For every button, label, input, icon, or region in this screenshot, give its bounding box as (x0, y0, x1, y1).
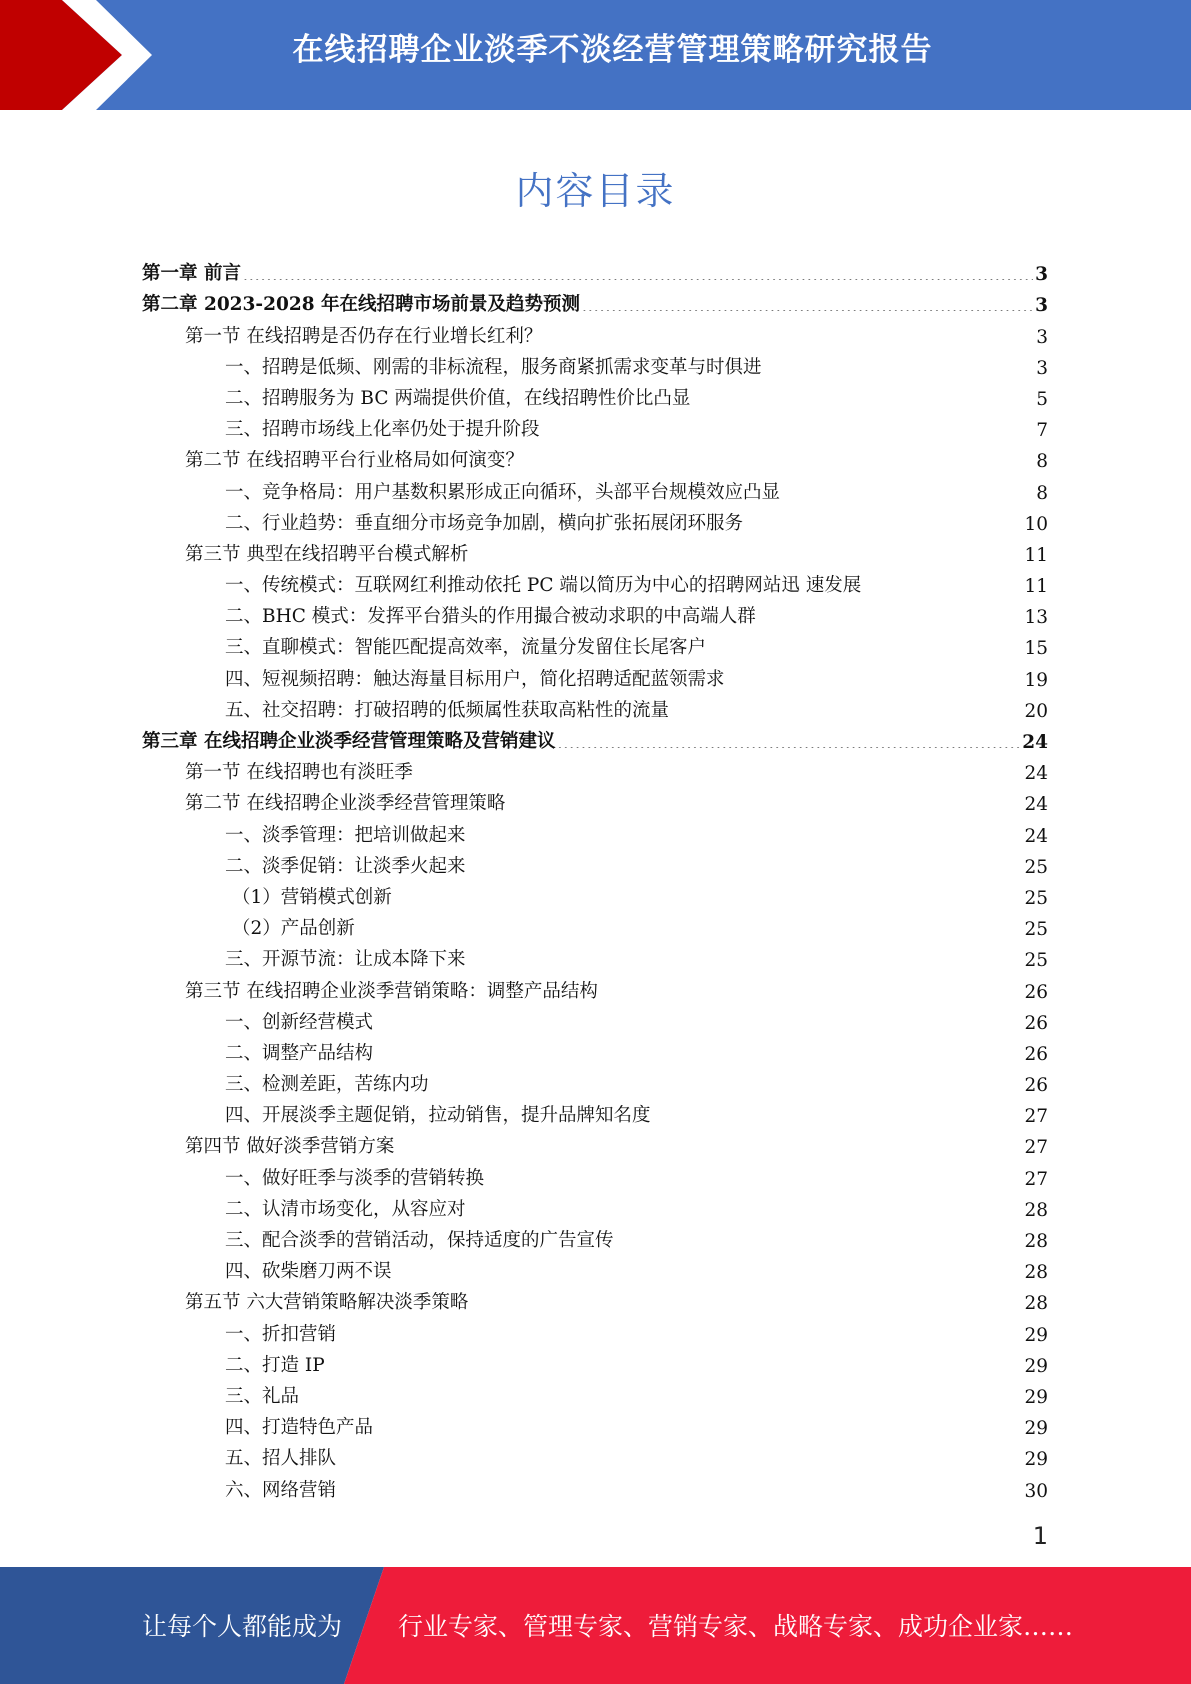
toc-entry[interactable] (142, 815, 1048, 846)
toc-entry-page: 24 (1024, 763, 1048, 785)
toc-entry[interactable] (142, 1065, 1048, 1096)
toc-dot-leader (708, 640, 1022, 654)
toc-entry-title: 第三节 典型在线招聘平台模式解析 (185, 543, 469, 565)
toc-entry[interactable] (142, 1377, 1048, 1408)
toc-entry-title: 一、创新经营模式 (225, 1011, 374, 1033)
toc-entry-page: 3 (1036, 326, 1048, 348)
toc-entry-page: 26 (1024, 1043, 1048, 1065)
toc-entry-title: 五、招人排队 (225, 1448, 337, 1470)
toc-entry-page: 26 (1024, 981, 1048, 1003)
toc-entry[interactable] (142, 1003, 1048, 1034)
toc-entry-page: 26 (1024, 1075, 1048, 1097)
toc-dot-leader (544, 329, 1034, 343)
toc-dot-leader (468, 859, 1023, 873)
toc-title: 内容目录 (515, 169, 676, 213)
toc-entry[interactable] (142, 940, 1048, 971)
toc-entry-page: 29 (1024, 1355, 1048, 1377)
toc-entry[interactable] (142, 472, 1048, 503)
toc-entry-page: 25 (1024, 856, 1048, 878)
toc-entry-title: 四、打造特色产品 (225, 1417, 374, 1439)
toc-dot-leader (692, 391, 1034, 405)
toc-entry-title: 三、检测差距，苦练内功 (225, 1074, 429, 1096)
toc-dot-leader (616, 1233, 1023, 1247)
toc-entry-page: 25 (1024, 950, 1048, 972)
toc-entry[interactable] (142, 691, 1048, 722)
toc-entry-title: 二、BHC 模式：发挥平台猎头的作用撮合被动求职的中高端人群 (225, 606, 756, 628)
toc-dot-leader (338, 1483, 1022, 1497)
toc-dot-leader (863, 578, 1022, 592)
table-of-contents (142, 254, 1048, 1502)
toc-entry-title: 第一节 在线招聘也有淡旺季 (185, 762, 413, 784)
toc-entry-title: 第二章 2023-2028 年在线招聘市场前景及趋势预测 (142, 294, 581, 316)
toc-entry-page: 10 (1024, 513, 1048, 535)
toc-entry[interactable] (142, 971, 1048, 1002)
toc-entry-page: 29 (1024, 1418, 1048, 1440)
toc-entry-title: 五、社交招聘：打破招聘的低频属性获取高粘性的流量 (225, 699, 670, 721)
toc-entry[interactable] (142, 504, 1048, 535)
toc-entry-page: 8 (1036, 451, 1048, 473)
toc-entry-page: 15 (1024, 638, 1048, 660)
toc-entry-page: 29 (1024, 1324, 1048, 1346)
footer-slogan-left: 让每个人都能成为 (142, 1612, 343, 1641)
footer-slogan-right: 行业专家、管理专家、营销专家、战略专家、成功企业家…… (398, 1612, 1074, 1641)
toc-entry[interactable] (142, 597, 1048, 628)
toc-entry-title: 第五节 六大营销策略解决淡季策略 (185, 1292, 469, 1314)
toc-entry-title: 三、开源节流：让成本降下来 (225, 949, 466, 971)
toc-entry-title: 第四节 做好淡季营销方案 (185, 1136, 395, 1158)
toc-entry-page: 28 (1024, 1231, 1048, 1252)
toc-entry-title: 六、网络营销 (225, 1479, 337, 1501)
toc-entry[interactable] (142, 1096, 1048, 1127)
toc-entry-page: 7 (1036, 420, 1048, 442)
toc-entry[interactable] (142, 1346, 1048, 1377)
toc-entry-title: 第三章 在线招聘企业淡季经营管理策略及营销建议 (142, 731, 556, 752)
toc-entry-page: 30 (1024, 1480, 1048, 1502)
toc-entry[interactable] (142, 1283, 1048, 1314)
toc-entry[interactable] (142, 628, 1048, 659)
toc-entry-title: 三、配合淡季的营销活动，保持适度的广告宣传 (225, 1230, 614, 1251)
toc-dot-leader (745, 516, 1022, 530)
toc-entry-title: 二、招聘服务为 BC 两端提供价值，在线招聘性价比凸显 (225, 387, 691, 409)
toc-entry[interactable] (142, 1127, 1048, 1158)
toc-dot-leader (243, 266, 1033, 280)
toc-entry[interactable] (142, 1408, 1048, 1439)
toc-entry-page: 13 (1024, 607, 1048, 629)
toc-entry-page: 27 (1024, 1106, 1048, 1128)
toc-dot-leader (375, 1046, 1022, 1060)
toc-entry-page: 3 (1036, 357, 1048, 379)
toc-dot-leader (394, 890, 1023, 904)
toc-dot-leader (582, 297, 1033, 311)
toc-dot-leader (526, 453, 1034, 467)
toc-entry[interactable] (142, 316, 1048, 347)
toc-entry-title: 一、竞争格局：用户基数积累形成正向循环，头部平台规模效应凸显 (225, 481, 781, 503)
toc-dot-leader (486, 1171, 1022, 1185)
toc-entry-page: 24 (1022, 732, 1048, 753)
toc-entry-page: 28 (1024, 1199, 1048, 1221)
toc-dot-leader (431, 1077, 1023, 1091)
toc-entry[interactable] (142, 1158, 1048, 1189)
toc-dot-leader (600, 984, 1023, 998)
toc-dot-leader (394, 1264, 1023, 1278)
toc-entry[interactable] (142, 1314, 1048, 1345)
toc-entry[interactable] (142, 535, 1048, 566)
toc-dot-leader (338, 1451, 1022, 1465)
toc-entry-page: 11 (1024, 544, 1048, 566)
toc-entry[interactable] (142, 410, 1048, 441)
page-number: 1 (1032, 1522, 1048, 1550)
toc-entry-title: 三、直聊模式：智能匹配提高效率，流量分发留住长尾客户 (225, 637, 707, 659)
toc-entry[interactable] (142, 285, 1048, 316)
toc-dot-leader (396, 1139, 1022, 1153)
toc-dot-leader (507, 796, 1022, 810)
toc-entry[interactable] (142, 566, 1048, 597)
toc-dot-leader (375, 1420, 1022, 1434)
toc-dot-leader (782, 485, 1034, 499)
toc-entry[interactable] (142, 441, 1048, 472)
toc-dot-leader (468, 952, 1023, 966)
footer-banner (0, 1567, 1191, 1684)
toc-entry-title: 三、招聘市场线上化率仍处于提升阶段 (225, 419, 540, 441)
toc-entry-title: 第一章 前言 (142, 263, 241, 285)
toc-entry-page: 25 (1024, 919, 1048, 941)
toc-entry-page: 28 (1024, 1262, 1048, 1284)
toc-entry-title: 二、打造 IP (225, 1354, 325, 1376)
toc-entry-title: 二、认清市场变化，从容应对 (225, 1198, 466, 1220)
toc-entry-title: 四、短视频招聘：触达海量目标用户，简化招聘适配蓝领需求 (225, 668, 725, 690)
toc-entry-page: 27 (1024, 1137, 1048, 1159)
toc-entry-page: 8 (1036, 482, 1048, 504)
toc-dot-leader (653, 1108, 1023, 1122)
toc-entry-title: 第二节 在线招聘平台行业格局如何演变？ (185, 450, 524, 472)
toc-entry-page: 25 (1024, 887, 1048, 909)
toc-dot-leader (470, 547, 1022, 561)
toc-dot-leader (415, 765, 1023, 779)
toc-dot-leader (542, 422, 1035, 436)
toc-entry-title: 四、砍柴磨刀两不误 (225, 1261, 392, 1283)
toc-entry-title: （1）营销模式创新 (232, 886, 392, 908)
toc-dot-leader (557, 734, 1020, 748)
report-title: 在线招聘企业淡季不淡经营管理策略研究报告 (292, 32, 933, 68)
toc-entry[interactable] (142, 659, 1048, 690)
header-banner (0, 0, 1191, 110)
toc-entry-title: 一、传统模式：互联网红利推动依托 PC 端以简历为中心的招聘网站迅 速发展 (225, 575, 862, 597)
toc-dot-leader (375, 1015, 1022, 1029)
toc-dot-leader (468, 828, 1023, 842)
toc-entry-title: 四、开展淡季主题促销，拉动销售，提升品牌知名度 (225, 1105, 651, 1127)
toc-dot-leader (764, 360, 1035, 374)
toc-dot-leader (727, 672, 1023, 686)
toc-entry-page: 26 (1024, 1012, 1048, 1034)
toc-entry-page: 29 (1024, 1386, 1048, 1408)
toc-entry[interactable] (142, 1252, 1048, 1283)
toc-dot-leader (327, 1358, 1023, 1372)
toc-entry[interactable] (142, 753, 1048, 784)
toc-entry-page: 5 (1036, 388, 1048, 410)
toc-dot-leader (468, 1202, 1023, 1216)
toc-entry-page: 24 (1024, 794, 1048, 816)
toc-entry-title: 二、淡季促销：让淡季火起来 (225, 855, 466, 877)
toc-entry[interactable] (142, 722, 1048, 753)
toc-entry[interactable] (142, 254, 1048, 285)
toc-entry-title: 一、折扣营销 (225, 1323, 337, 1345)
toc-dot-leader (758, 609, 1023, 623)
toc-entry-page: 24 (1024, 825, 1048, 847)
toc-dot-leader (338, 1327, 1022, 1341)
toc-dot-leader (470, 1295, 1022, 1309)
toc-entry[interactable] (142, 1470, 1048, 1501)
toc-entry-page: 28 (1024, 1293, 1048, 1315)
toc-entry[interactable] (142, 1190, 1048, 1221)
toc-entry[interactable] (142, 1439, 1048, 1470)
toc-dot-leader (357, 921, 1023, 935)
toc-entry[interactable] (142, 1221, 1048, 1252)
toc-entry-page: 29 (1024, 1449, 1048, 1471)
toc-entry[interactable] (142, 878, 1048, 909)
toc-entry-title: 第一节 在线招聘是否仍存在行业增长红利？ (185, 325, 543, 347)
toc-entry-title: 三、礼品 (225, 1385, 300, 1407)
toc-entry[interactable] (142, 909, 1048, 940)
toc-entry-page: 3 (1035, 295, 1048, 317)
toc-dot-leader (671, 703, 1022, 717)
toc-entry-title: （2）产品创新 (232, 918, 355, 940)
toc-entry[interactable] (142, 348, 1048, 379)
toc-entry[interactable] (142, 847, 1048, 878)
toc-entry-title: 第三节 在线招聘企业淡季营销策略：调整产品结构 (185, 980, 598, 1002)
toc-entry-page: 11 (1024, 576, 1048, 598)
toc-entry[interactable] (142, 1034, 1048, 1065)
toc-entry-title: 二、调整产品结构 (225, 1042, 374, 1064)
toc-entry-page: 20 (1024, 700, 1048, 722)
toc-entry-title: 一、招聘是低频、刚需的非标流程，服务商紧抓需求变革与时俱进 (225, 356, 762, 378)
toc-entry-page: 19 (1024, 669, 1048, 691)
toc-dot-leader (301, 1389, 1022, 1403)
toc-entry-title: 二、行业趋势：垂直细分市场竞争加剧，横向扩张拓展闭环服务 (225, 512, 744, 534)
toc-entry[interactable] (142, 784, 1048, 815)
toc-entry-title: 第二节 在线招聘企业淡季经营管理策略 (185, 793, 506, 815)
toc-entry-page: 3 (1035, 264, 1048, 286)
toc-entry-title: 一、淡季管理：把培训做起来 (225, 824, 466, 846)
toc-entry-title: 一、做好旺季与淡季的营销转换 (225, 1167, 485, 1189)
toc-entry[interactable] (142, 379, 1048, 410)
toc-entry-page: 27 (1024, 1168, 1048, 1190)
